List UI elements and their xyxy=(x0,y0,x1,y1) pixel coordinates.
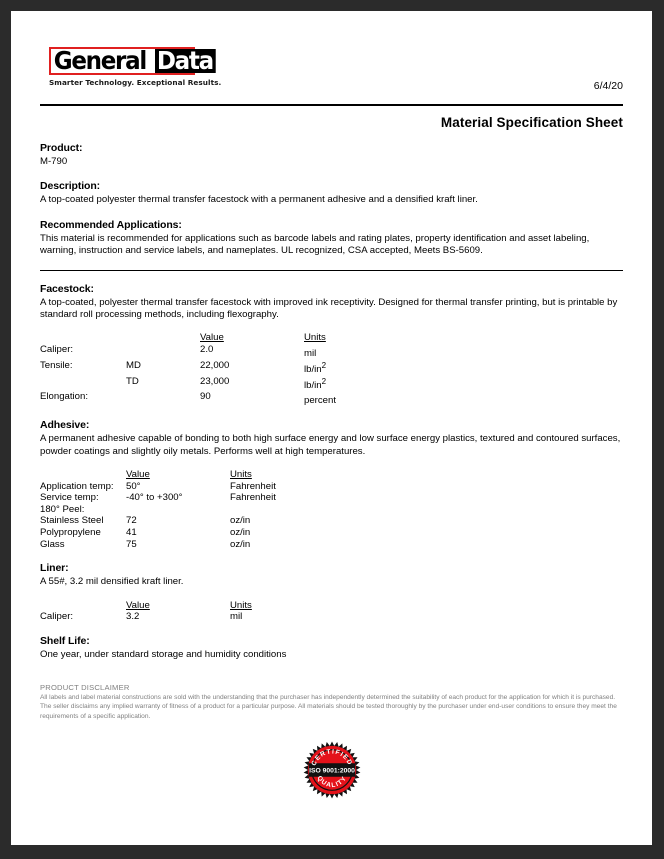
liner-text: A 55#, 3.2 mil densified kraft liner. xyxy=(40,576,184,588)
row-sublabel xyxy=(126,344,200,360)
row-units xyxy=(230,504,276,516)
row-value xyxy=(126,504,230,516)
logo-box xyxy=(49,46,214,75)
row-value: 72 xyxy=(126,515,137,527)
units-text: lb/in xyxy=(304,379,322,391)
spacer-cell xyxy=(40,469,126,481)
table-row xyxy=(40,515,276,527)
spacer-cell xyxy=(126,332,200,344)
description-heading: Description: xyxy=(40,180,101,193)
row-value: 23,000 xyxy=(200,375,230,387)
section-adhesive xyxy=(40,419,623,550)
seal-top-text: CERTIFIED xyxy=(310,748,353,767)
section-liner xyxy=(40,562,623,623)
column-header-units: Units xyxy=(230,468,252,480)
row-label: 180° Peel: xyxy=(40,503,85,515)
row-units xyxy=(304,391,336,407)
row-value: 3.2 xyxy=(126,611,140,623)
table-header-row xyxy=(40,332,336,344)
seal-bottom-text: QUALITY xyxy=(315,774,348,789)
logo-general-text: General xyxy=(51,49,147,73)
units-exponent: 2 xyxy=(321,376,327,386)
row-value: 2.0 xyxy=(200,344,214,356)
row-units: oz/in xyxy=(230,538,251,550)
description-text: A top-coated polyester thermal transfer facestock with a permanent adhesive and a densified kraft liner. xyxy=(40,194,478,206)
iso-seal-icon xyxy=(303,741,361,799)
section-description xyxy=(40,180,623,206)
row-units xyxy=(304,344,336,360)
row-value: 22,000 xyxy=(200,359,230,371)
adhesive-text: A permanent adhesive capable of bonding to both high surface energy and low surface energy plastics, textured and contoured surfaces, powder coatings and slightly oily metals. Performs well at high temperatures. xyxy=(40,433,621,457)
table-row xyxy=(40,492,276,504)
section-product xyxy=(40,142,623,168)
column-header-value: Value xyxy=(126,599,150,611)
table-row xyxy=(40,376,336,392)
table-row xyxy=(40,504,276,516)
document-page xyxy=(11,11,652,845)
document-date: 6/4/20 xyxy=(593,80,623,92)
row-label: Elongation: xyxy=(40,391,89,403)
column-header-value: Value xyxy=(200,332,224,344)
shelf-life-heading: Shelf Life: xyxy=(40,634,90,647)
table-row xyxy=(40,360,336,376)
facestock-heading: Facestock: xyxy=(40,282,94,295)
facestock-text: A top-coated, polyester thermal transfer facestock with improved ink receptivity. Designed for thermal transfer printing, but is printable by standard roll processing methods, including flexography. xyxy=(40,296,618,321)
section-shelf-life xyxy=(40,635,623,661)
units-text: percent xyxy=(304,395,336,407)
column-header-units: Units xyxy=(230,599,252,611)
row-label: Caliper: xyxy=(40,611,74,623)
units-text: lb/in xyxy=(304,364,322,375)
row-value: 90 xyxy=(200,391,211,403)
liner-spec-table xyxy=(40,600,252,623)
table-row xyxy=(40,391,336,407)
row-value: -40° to +300° xyxy=(126,492,183,504)
row-sublabel xyxy=(126,391,200,407)
row-label: Tensile: xyxy=(40,359,73,371)
document-header xyxy=(40,42,623,104)
table-header-row xyxy=(40,600,252,612)
row-units: oz/in xyxy=(230,526,251,538)
shelf-life-text: One year, under standard storage and humidity conditions xyxy=(40,648,287,660)
seal-center-text: ISO 9001:2000 xyxy=(308,767,355,775)
table-row xyxy=(40,539,276,551)
table-row xyxy=(40,481,276,493)
row-units xyxy=(304,376,336,392)
table-row xyxy=(40,344,336,360)
row-units xyxy=(304,360,336,376)
row-sublabel: TD xyxy=(126,375,139,387)
section-recommended-applications xyxy=(40,219,623,258)
column-header-value: Value xyxy=(126,468,150,480)
row-label: Stainless Steel xyxy=(40,515,104,527)
row-label: Application temp: xyxy=(40,480,114,492)
iso-certification-seal xyxy=(40,741,623,799)
section-facestock xyxy=(40,283,623,408)
row-value: 75 xyxy=(126,538,137,550)
row-label: Caliper: xyxy=(40,344,74,356)
disclaimer-text: All labels and label material constructions are sold with the understanding that the purchaser has independently determined the suitability of each product for the application for which it is purchased. The seller disclaims any implied warranty of fitness of a product for a particular purpose. All materials should be tested thoroughly by the purchaser under end-user conditions to ensure they meet the requirements of a specific application. xyxy=(40,694,617,720)
table-row xyxy=(40,611,252,623)
row-label: Polypropylene xyxy=(40,526,101,538)
company-logo xyxy=(49,46,222,87)
row-units: oz/in xyxy=(230,515,251,527)
row-value: 50° xyxy=(126,480,141,492)
liner-heading: Liner: xyxy=(40,562,69,575)
product-value: M-790 xyxy=(40,156,68,167)
column-header-units: Units xyxy=(304,332,326,344)
table-header-row xyxy=(40,469,276,481)
header-divider xyxy=(40,104,623,106)
units-exponent: 2 xyxy=(321,360,327,370)
recommended-applications-text: This material is recommended for applications such as barcode labels and rating plates, property identification and asset labeling, warning, instruction and service labels, and nameplates. UL recognized, CSA accepted, Meets BS-5609. xyxy=(40,232,590,257)
row-units: Fahrenheit xyxy=(230,492,276,504)
document-content xyxy=(40,42,623,799)
recommended-applications-heading: Recommended Applications: xyxy=(40,218,182,231)
facestock-spec-table xyxy=(40,332,336,407)
spacer-cell xyxy=(40,600,126,612)
disclaimer-heading: PRODUCT DISCLAIMER xyxy=(40,683,130,693)
product-disclaimer xyxy=(40,683,623,721)
spacer-cell xyxy=(40,332,126,344)
adhesive-heading: Adhesive: xyxy=(40,419,90,432)
row-value: 41 xyxy=(126,526,137,538)
logo-data-text: Data xyxy=(155,49,216,73)
row-label xyxy=(40,376,126,392)
section-divider-1 xyxy=(40,270,623,271)
units-text: mil xyxy=(304,348,317,360)
row-label: Service temp: xyxy=(40,492,99,504)
row-sublabel: MD xyxy=(126,359,141,371)
product-heading: Product: xyxy=(40,142,83,154)
row-units: Fahrenheit xyxy=(230,480,276,492)
logo-tagline: Smarter Technology. Exceptional Results. xyxy=(49,78,222,87)
row-units: mil xyxy=(230,611,243,623)
adhesive-spec-table xyxy=(40,469,276,550)
table-row xyxy=(40,527,276,539)
page-title: Material Specification Sheet xyxy=(440,115,623,130)
row-label: Glass xyxy=(40,538,65,550)
